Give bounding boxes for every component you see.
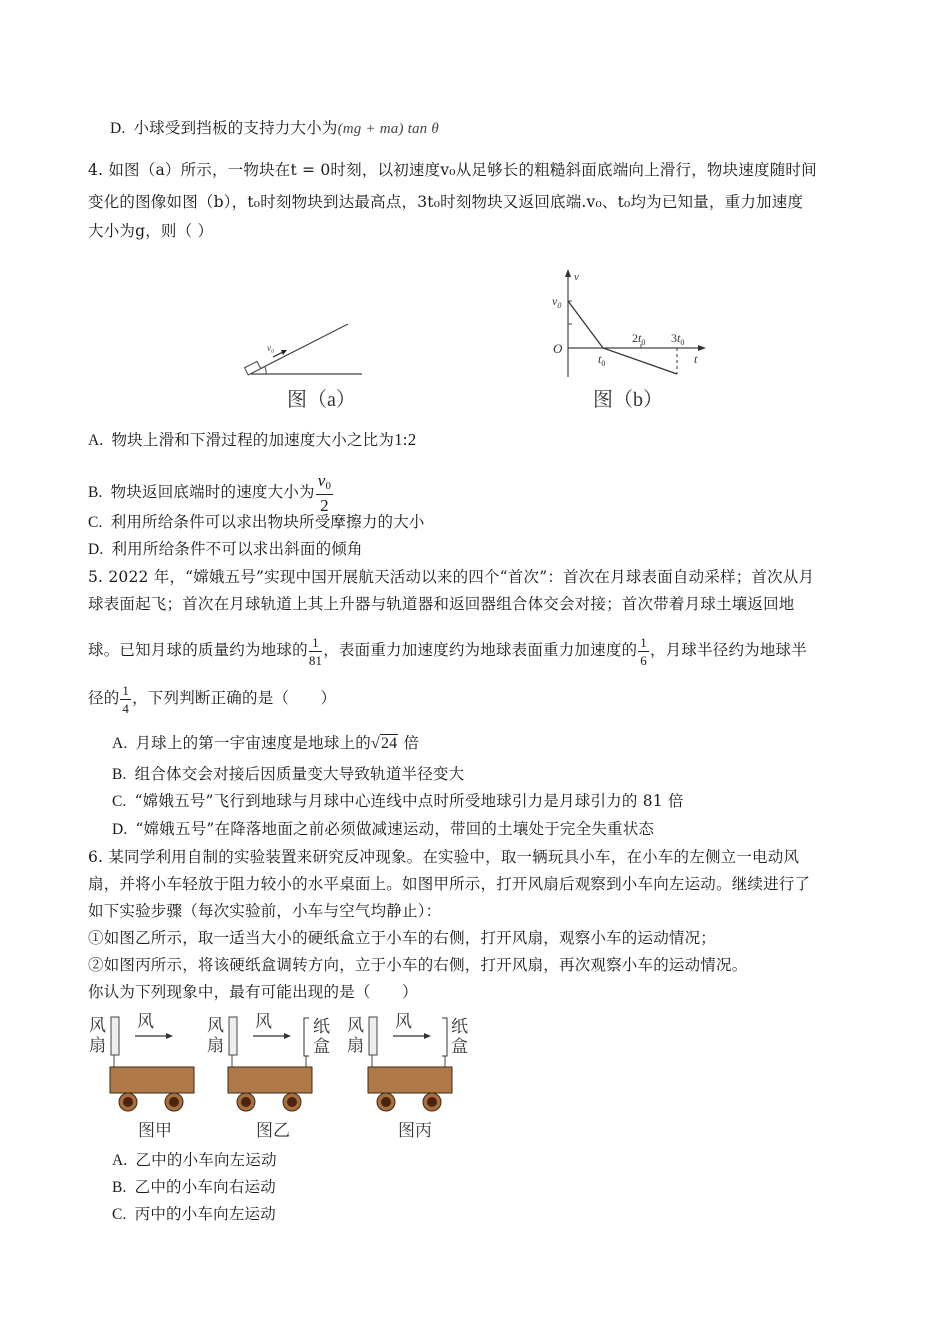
fraction-1-81: $\frac{1}{81}$ [308,634,323,668]
q6-stem-line-3: 如下实验步骤（每次实验前，小车与空气均静止）： [88,902,442,920]
option-text: “嫦娥五号”在降落地面之前必须做减速运动，带回的土壤处于完全失重状态 [135,820,655,838]
q4-option-c[interactable] [88,512,425,533]
figure-jia [89,1012,194,1140]
question-number: 4. [88,161,104,179]
option-label: D. [88,541,104,558]
option-text: 丙中的小车向左运动 [134,1205,276,1223]
q5-option-b[interactable] [112,764,464,785]
q4-option-a[interactable] [88,430,416,451]
option-label: C. [88,514,103,531]
question-number: 6. [88,848,104,866]
origin-label: O [553,341,563,356]
q6-stem-line-1 [88,847,799,867]
q5-stem-line-1 [88,567,814,587]
q6-cart-figures [80,1005,480,1145]
stem-text: 某同学利用自制的实验装置来研究反冲现象。在实验中，取一辆玩具小车，在小车的左侧立一电动风 [108,848,800,866]
q4-stem-line-3: 大小为g，则（ ） [88,222,214,240]
q4-stem-line-1 [88,160,817,180]
v0-label: v₀ [267,343,275,353]
option-label: A. [112,1152,128,1169]
svg-text:盒: 盒 [313,1037,330,1056]
option-label: B. [112,766,127,783]
q5-option-c[interactable] [112,791,684,812]
option-text: 乙中的小车向右运动 [134,1178,276,1196]
stem-text: 球。已知月球的质量约为地球的 [88,641,308,659]
stem-text: ，月球半径约为地球半 [649,641,807,659]
stem-text: 如图（a）所示，一物块在t = 0时刻，以初速度v₀从足够长的粗糙斜面底端向上滑行，物块速度随时间 [108,161,817,179]
option-text: 乙中的小车向左运动 [135,1151,277,1169]
ratio-value: 1:2 [394,430,417,449]
v0-tick-label: $v_0$ [552,294,562,310]
svg-text:图丙: 图丙 [398,1121,432,1140]
figure-yi [207,1012,330,1140]
option-text: 利用所给条件不可以求出斜面的倾角 [111,540,363,558]
option-text: 利用所给条件可以求出物块所受摩擦力的大小 [110,513,425,531]
fraction-1-4: $\frac{1}{4}$ [122,682,130,716]
option-label: C. [112,793,127,810]
figure-a-incline [235,300,385,420]
figure-b-caption: 图（b） [593,389,663,411]
q5-option-d[interactable] [112,819,654,840]
q6-option-c[interactable] [112,1204,276,1225]
svg-text:风: 风 [89,1016,106,1035]
q6-stem-line-2: 扇，并将小车轻放于阻力较小的水平桌面上。如图甲所示，打开风扇后观察到小车向左运动。继续进行了 [88,875,811,893]
svg-text:纸: 纸 [313,1017,330,1036]
stem-text: 2022 年，“嫦娥五号”实现中国开展航天活动以来的四个“首次”：首次在月球表面自动采样；首次从月 [108,568,815,586]
option-text: 物块上滑和下滑过程的加速度大小之比为 [111,431,395,449]
svg-text:扇: 扇 [347,1036,364,1055]
q4-option-d[interactable] [88,539,363,560]
q5-stem-line-4 [88,680,336,716]
svg-text:扇: 扇 [89,1036,106,1055]
option-label: D. [110,120,126,137]
figure-b-vt-graph [540,265,720,415]
option-label: B. [112,1179,127,1196]
support-force-formula: (mg + ma) tan θ [337,121,439,137]
stem-text: 径的 [88,689,120,707]
option-label: C. [112,1206,127,1223]
option-text: 小球受到挡板的支持力大小为 [133,119,338,137]
v-axis-label: v [574,271,579,283]
t0-tick-label: $t_0$ [598,352,606,368]
q4-option-b[interactable] [88,472,334,514]
sqrt-24: √24 [370,735,398,752]
option-text: 月球上的第一宇宙速度是地球上的 [135,734,371,752]
option-text: 组合体交会对接后因质量变大导致轨道半径变大 [134,765,465,783]
2t0-tick-label: $2t_0$ [632,331,646,347]
figure-bing [347,1012,468,1140]
q5-stem-line-3 [88,632,807,668]
t-axis-label: t [694,352,698,366]
option-text: 物块返回底端时的速度大小为 [110,483,315,501]
q6-option-a[interactable] [112,1150,277,1171]
stem-text: ，下列判断正确的是（ ） [132,689,337,707]
svg-text:风: 风 [207,1016,224,1035]
svg-text:扇: 扇 [207,1036,224,1055]
q3-option-d [110,118,439,139]
q6-step-1: ①如图乙所示，取一适当大小的硬纸盒立于小车的右侧，打开风扇，观察小车的运动情况； [88,929,717,947]
svg-text:纸: 纸 [451,1017,468,1036]
q6-step-2: ②如图丙所示，将该硬纸盒调转方向，立于小车的右侧，打开风扇，再次观察小车的运动情况。 [88,956,748,974]
question-number: 5. [88,568,104,586]
q4-stem-line-2: 变化的图像如图（b），t₀时刻物块到达最高点，3t₀时刻物块又返回底端.v₀、t₀均为已知量，重力加速度 [88,193,804,211]
svg-text:盒: 盒 [451,1037,468,1056]
option-text: “嫦娥五号”飞行到地球与月球中心连线中点时所受地球引力是月球引力的 81 倍 [134,792,684,810]
svg-text:风: 风 [255,1012,272,1031]
fraction-1-6: $\frac{1}{6}$ [640,634,647,668]
3t0-tick-label: $3t_0$ [671,331,685,347]
option-label: D. [112,821,128,838]
q5-option-a[interactable] [112,733,419,754]
option-label: A. [112,735,128,752]
option-label: A. [88,432,104,449]
figure-a-caption: 图（a） [287,389,356,411]
q6-option-b[interactable] [112,1177,276,1198]
option-suffix: 倍 [398,734,420,752]
q6-prompt: 你认为下列现象中，最有可能出现的是（ ） [88,983,418,1001]
svg-text:风: 风 [347,1016,364,1035]
svg-text:图乙: 图乙 [256,1121,290,1140]
v0-over-2-fraction: $\frac{v_0}{2}$ [317,471,332,515]
svg-text:风: 风 [137,1012,154,1031]
q5-stem-line-2: 球表面起飞；首次在月球轨道上其上升器与轨道器和返回器组合体交会对接；首次带着月球土壤返回地 [88,595,795,613]
option-label: B. [88,484,103,501]
svg-text:图甲: 图甲 [138,1121,172,1140]
stem-text: ，表面重力加速度约为地球表面重力加速度的 [323,641,638,659]
svg-text:风: 风 [395,1012,412,1031]
